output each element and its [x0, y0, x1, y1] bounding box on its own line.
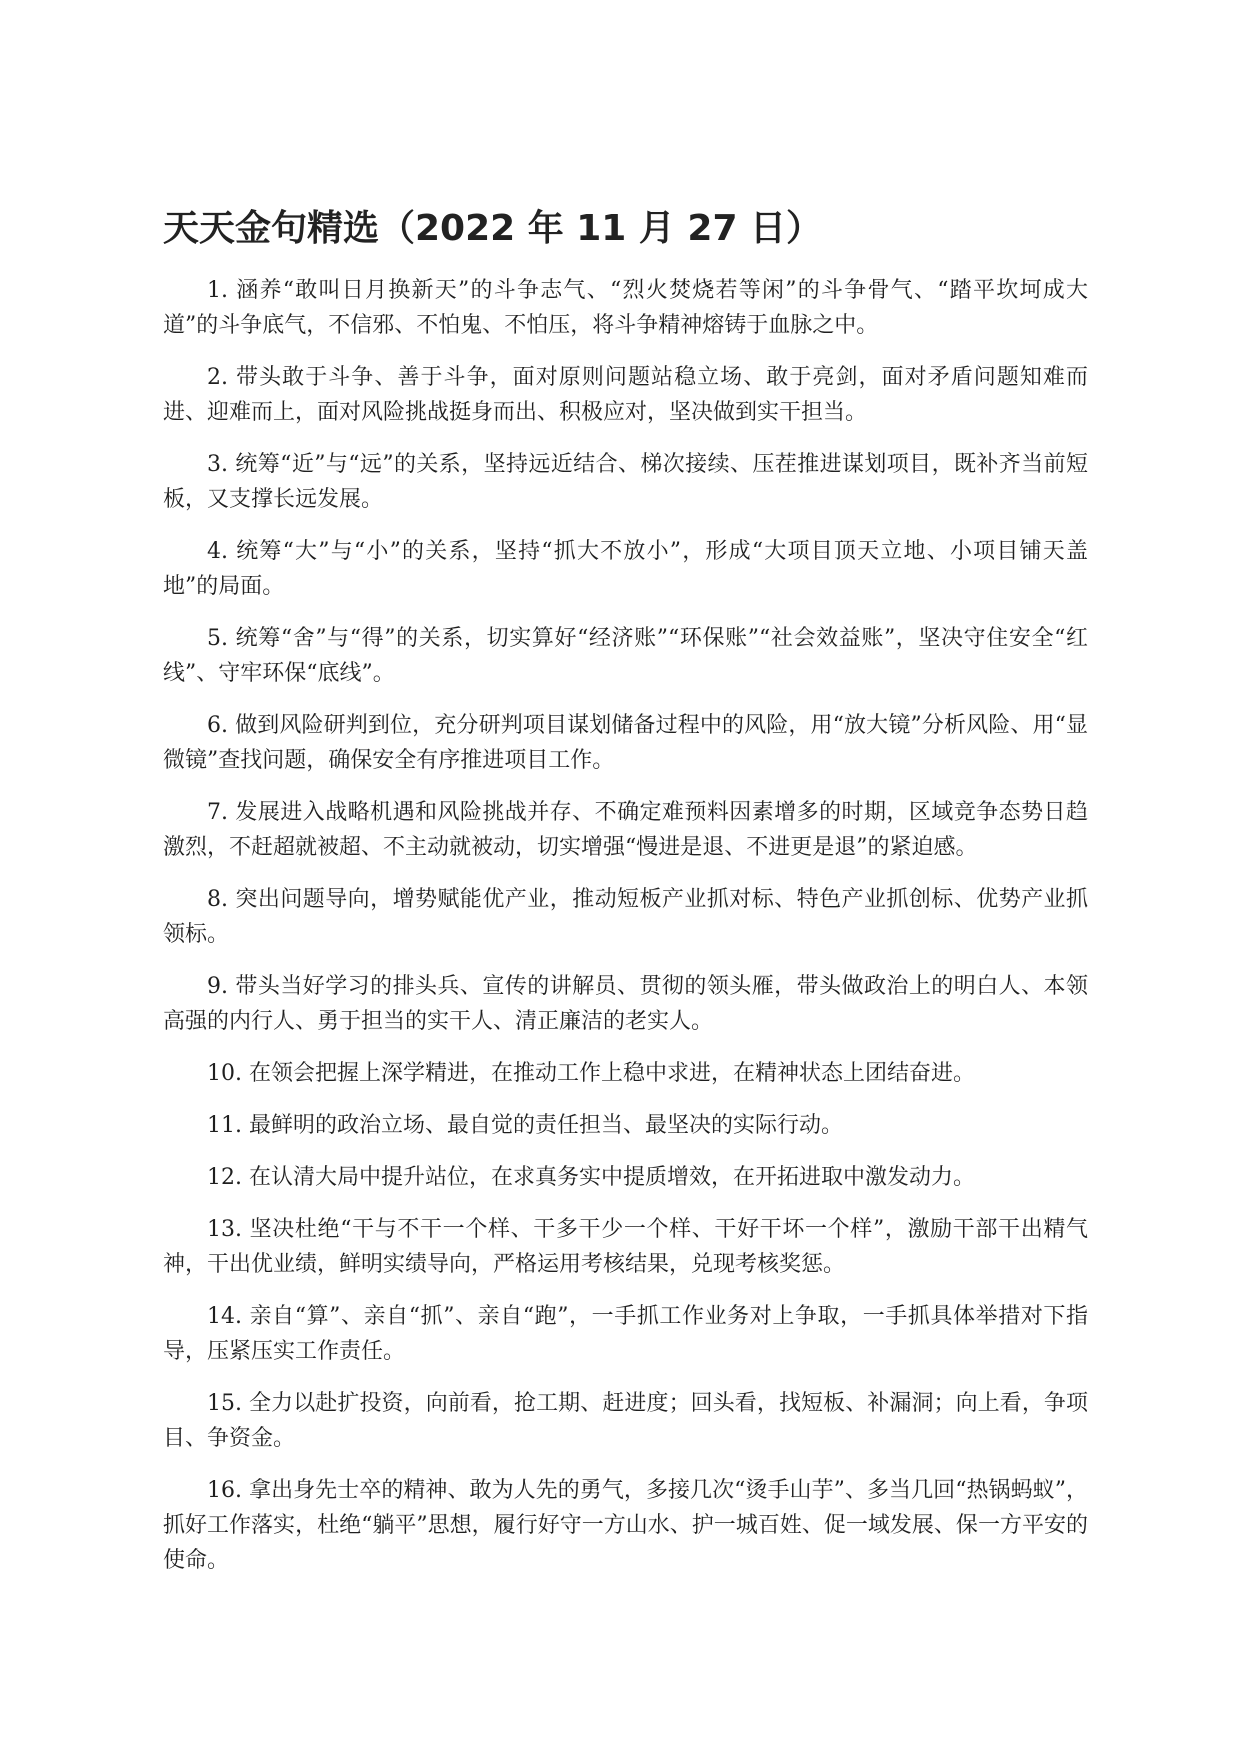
- paragraph-5: 5. 统筹“舍”与“得”的关系，切实算好“经济账”“环保账”“社会效益账”，坚决守住安全“红线”、守牢环保“底线”。: [163, 626, 1088, 686]
- paragraph-9: 9. 带头当好学习的排头兵、宣传的讲解员、贯彻的领头雁，带头做政治上的明白人、本领高强的内行人、勇于担当的实干人、清正廉洁的老实人。: [163, 974, 1088, 1034]
- paragraph-15: 15. 全力以赴扩投资，向前看，抢工期、赶进度；回头看，找短板、补漏洞；向上看，争项目、争资金。: [163, 1391, 1088, 1451]
- paragraph-11: 11. 最鲜明的政治立场、最自觉的责任担当、最坚决的实际行动。: [207, 1113, 843, 1138]
- paragraph-13: 13. 坚决杜绝“干与不干一个样、干多干少一个样、干好干坏一个样”，激励干部干出精气神，干出优业绩，鲜明实绩导向，严格运用考核结果，兑现考核奖惩。: [163, 1217, 1088, 1277]
- paragraph-3: 3. 统筹“近”与“远”的关系，坚持远近结合、梯次接续、压茬推进谋划项目，既补齐当前短板，又支撑长远发展。: [163, 452, 1088, 512]
- paragraph-10: 10. 在领会把握上深学精进，在推动工作上稳中求进，在精神状态上团结奋进。: [207, 1061, 975, 1086]
- paragraph-8: 8. 突出问题导向，增势赋能优产业，推动短板产业抓对标、特色产业抓创标、优势产业抓领标。: [163, 887, 1088, 947]
- paragraph-2: 2. 带头敢于斗争、善于斗争，面对原则问题站稳立场、敢于亮剑，面对矛盾问题知难而进、迎难而上，面对风险挑战挺身而出、积极应对，坚决做到实干担当。: [163, 365, 1088, 425]
- paragraph-4: 4. 统筹“大”与“小”的关系，坚持“抓大不放小”，形成“大项目顶天立地、小项目铺天盖地”的局面。: [163, 539, 1088, 599]
- page-title: 天天金句精选（2022 年 11 月 27 日）: [163, 208, 823, 249]
- paragraph-16: 16. 拿出身先士卒的精神、敢为人先的勇气，多接几次“烫手山芋”、多当几回“热锅蚂蚁”，抓好工作落实，杜绝“躺平”思想，履行好守一方山水、护一城百姓、促一域发展、保一方平安的使命。: [163, 1478, 1088, 1573]
- paragraph-12: 12. 在认清大局中提升站位，在求真务实中提质增效，在开拓进取中激发动力。: [207, 1165, 975, 1190]
- paragraph-6: 6. 做到风险研判到位，充分研判项目谋划储备过程中的风险，用“放大镜”分析风险、用“显微镜”查找问题，确保安全有序推进项目工作。: [163, 713, 1088, 773]
- document-body: [163, 273, 1088, 1595]
- paragraph-7: 7. 发展进入战略机遇和风险挑战并存、不确定难预料因素增多的时期，区域竞争态势日趋激烈，不赶超就被超、不主动就被动，切实增强“慢进是退、不进更是退”的紧迫感。: [163, 800, 1088, 860]
- paragraph-14: 14. 亲自“算”、亲自“抓”、亲自“跑”，一手抓工作业务对上争取，一手抓具体举措对下指导，压紧压实工作责任。: [163, 1304, 1088, 1364]
- paragraph-1: 1. 涵养“敢叫日月换新天”的斗争志气、“烈火焚烧若等闲”的斗争骨气、“踏平坎坷成大道”的斗争底气，不信邪、不怕鬼、不怕压，将斗争精神熔铸于血脉之中。: [163, 278, 1088, 338]
